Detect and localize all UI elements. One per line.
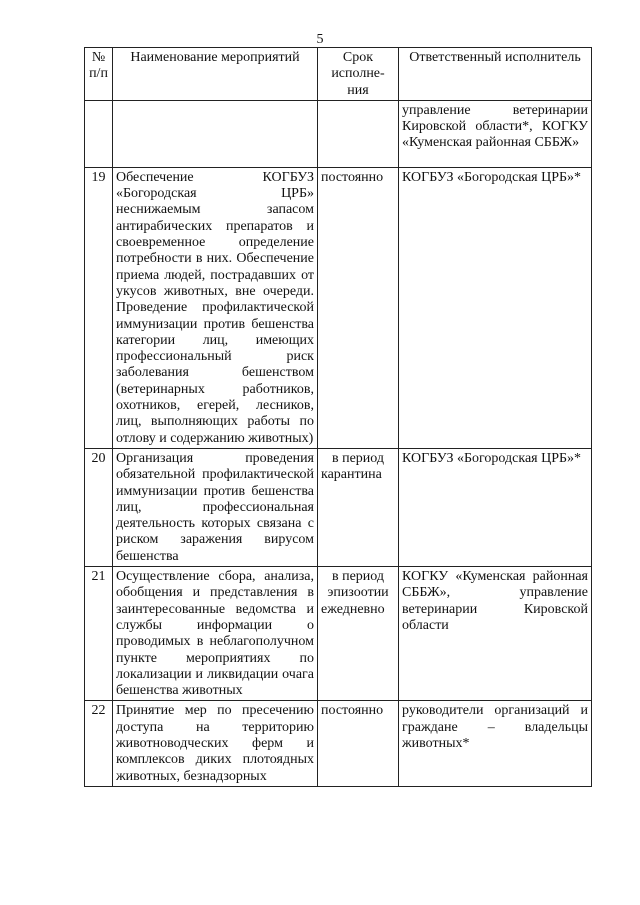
- cell-term: [318, 100, 399, 167]
- table-row: [85, 448, 592, 566]
- cell-activity: [113, 100, 318, 167]
- cell-term: в период эпизоотии ежедневно: [318, 567, 399, 701]
- cell-responsible: КОГБУЗ «Богородская ЦРБ»*: [399, 167, 592, 448]
- table-row: [85, 701, 592, 786]
- header-number: № п/п: [85, 48, 113, 101]
- header-term: Срок исполне-ния: [318, 48, 399, 101]
- cell-activity: Организация проведения обязательной профилактической иммунизации против бешенства лиц, профессиональная деятельность которых связана с риском заражения вирусом бешенства: [113, 448, 318, 566]
- cell-term: постоянно: [318, 701, 399, 786]
- cell-number: 21: [85, 567, 113, 701]
- cell-number: [85, 100, 113, 167]
- cell-responsible: управление ветеринарии Кировской области*, КОГКУ «Куменская районная СББЖ»: [399, 100, 592, 167]
- cell-number: 20: [85, 448, 113, 566]
- measures-table: [84, 47, 592, 787]
- cell-number: 22: [85, 701, 113, 786]
- table-header-row: [85, 48, 592, 101]
- cell-number: 19: [85, 167, 113, 448]
- cell-responsible: КОГБУЗ «Богородская ЦРБ»*: [399, 448, 592, 566]
- table-row: [85, 567, 592, 701]
- cell-activity: Обеспечение КОГБУЗ «Богородская ЦРБ» неснижаемым запасом антирабических препаратов и своевременное определение потребности в них. Обеспечение приема людей, пострадавших от укусов животных, вне очереди. Проведение профилактической иммунизации против бешенства категории лиц, имеющих профессиональный риск заболевания бешенством (ветеринарных работников, охотников, егерей, лесников, лиц, выполняющих работы по отлову и содержанию животных): [113, 167, 318, 448]
- cell-responsible: руководители организаций и граждане – владельцы животных*: [399, 701, 592, 786]
- table-row: [85, 167, 592, 448]
- cell-term: постоянно: [318, 167, 399, 448]
- page-number: 5: [316, 32, 324, 47]
- table-row-continuation: [85, 100, 592, 167]
- header-responsible: Ответственный исполнитель: [399, 48, 592, 101]
- header-activity: Наименование мероприятий: [113, 48, 318, 101]
- cell-responsible: КОГКУ «Куменская районная СББЖ», управление ветеринарии Кировской области: [399, 567, 592, 701]
- cell-activity: Принятие мер по пресечению доступа на территорию животноводческих ферм и комплексов диких плотоядных животных, безнадзорных: [113, 701, 318, 786]
- cell-activity: Осуществление сбора, анализа, обобщения и представления в заинтересованные ведомства и службы информации о проводимых в неблагополучном пункте мероприятиях по локализации и ликвидации очага бешенства животных: [113, 567, 318, 701]
- cell-term: в период карантина: [318, 448, 399, 566]
